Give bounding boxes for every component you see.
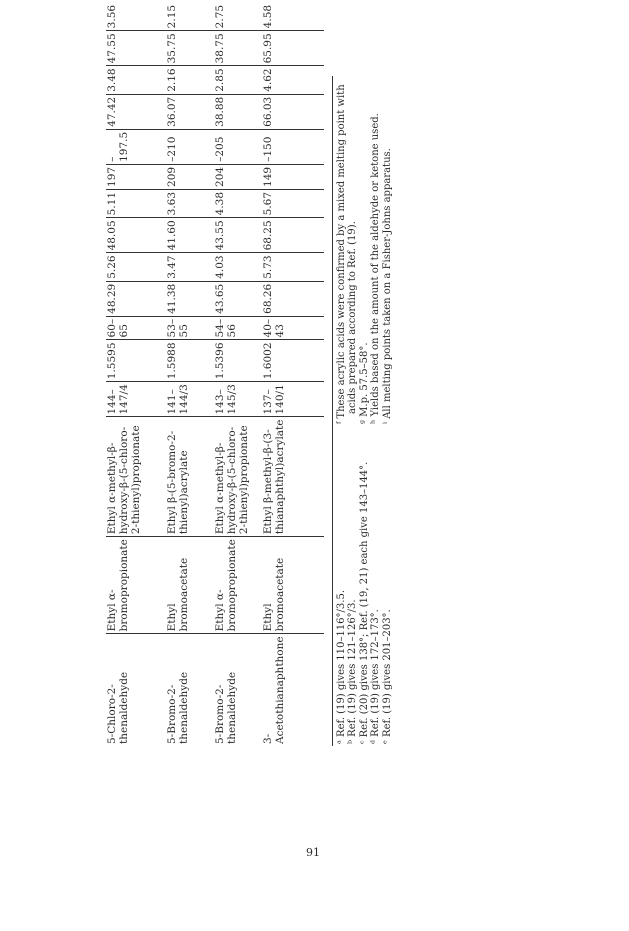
table-cell: 40–43: [262, 316, 324, 340]
table-cell: 149: [262, 164, 324, 189]
footnote-g: ᵍ M.p. 57.5–58°.: [358, 342, 370, 424]
table-cell: 47.42: [106, 94, 166, 129]
table-cell: –205: [214, 129, 262, 164]
table-cell: 36.07: [166, 94, 214, 129]
table-cell: 43.55: [214, 218, 262, 253]
table-cell: 47.55: [106, 31, 166, 66]
table-cell: 3.47: [166, 253, 214, 281]
footnote-f: ᶠ These acrylic acids were confirmed by a mixed melting point with: [336, 84, 347, 424]
table-cell: 5-Chloro-2-thenaldehyde: [106, 634, 166, 746]
table-cell: 65.95: [262, 31, 324, 66]
table-cell: 68.25: [262, 218, 324, 253]
table-cell: 3.48: [106, 66, 166, 94]
table-cell: 1.5396: [214, 340, 262, 382]
table-cell: 4.62: [262, 66, 324, 94]
table-cell: 3.56: [106, 4, 118, 29]
table-cell: 48.29: [106, 281, 166, 316]
table-cell: –150: [262, 129, 324, 164]
table-cell: Ethyl α-bromopropionate: [214, 537, 262, 634]
table-cell: 2.75: [214, 4, 226, 29]
footnote-a: ᵃ Ref. (19) gives 110–116°/3.5.: [336, 590, 347, 744]
table-cell: 1.6002: [262, 340, 324, 382]
table-cell: Ethyl α-bromopropionate: [106, 537, 166, 634]
table-cell: 60–65: [106, 316, 166, 340]
table-cell: 35.75: [166, 31, 214, 66]
table-cell: 141–144/3: [166, 382, 214, 417]
footnote-rule: [332, 76, 333, 746]
table-cell: 1.5595: [106, 340, 166, 382]
table-cell: Ethyl β-(5-bromo-2-thienyl)acrylate: [166, 417, 214, 537]
table-cell: –210: [166, 129, 214, 164]
footnote-i: ⁱ All melting points taken on a Fisher-Johns apparatus.: [381, 148, 393, 424]
table-cell: 144–147/4: [106, 382, 166, 417]
table-cell: 2.15: [166, 4, 178, 29]
table-cell: Ethyl bromoacetate: [262, 537, 324, 634]
table-cell: 4.03: [214, 253, 262, 281]
footnote-e: ᵉ Ref. (19) gives 201–203°.: [381, 609, 393, 744]
footnote-d: ᵈ Ref. (19) gives 172–173°.: [370, 609, 382, 744]
table-cell: 137–140/1: [262, 382, 324, 417]
table-cell: 204: [214, 164, 262, 189]
table-cell: 38.88: [214, 94, 262, 129]
table-cell: Ethyl α-methyl-β-hydroxy-β-(5-chloro-2-thienyl)propionate: [106, 417, 166, 537]
table-cell: 4.58: [262, 4, 274, 29]
table-cell: 5.73: [262, 253, 324, 281]
table-cell: 3.63: [166, 189, 214, 217]
data-table: [106, 3, 324, 746]
table-cell: 41.38: [166, 281, 214, 316]
table-cell: 5.26: [106, 253, 166, 281]
table-cell: 4.38: [214, 189, 262, 217]
table-cell: 66.03: [262, 94, 324, 129]
table-row: [106, 3, 166, 746]
footnotes-left: [336, 444, 393, 744]
table-cell: 143–145/3: [214, 382, 262, 417]
table-cell: Ethyl β-methyl-β-(3-thianaphthyl)acrylate: [262, 417, 324, 537]
table-cell: 197: [106, 164, 166, 189]
table-cell: 68.26: [262, 281, 324, 316]
table-cell: 5.67: [262, 189, 324, 217]
footnote-c: ᶜ Ref. (20) gives 138°; Ref. (19, 21) each give 143–144°.: [358, 461, 370, 744]
table-cell: Ethyl bromoacetate: [166, 537, 214, 634]
table-cell: 41.60: [166, 218, 214, 253]
table-row: [262, 3, 324, 746]
table-cell: 3-Acetothianaphthone: [262, 634, 324, 746]
table-cell: 2.16: [166, 66, 214, 94]
table-row: [166, 3, 214, 746]
table-row: [214, 3, 262, 746]
table-cell: 54–56: [214, 316, 262, 340]
table-cell: 5-Bromo-2-thenaldehyde: [166, 634, 214, 746]
table-cell: 48.05: [106, 218, 166, 253]
table-cell: 53–55: [166, 316, 214, 340]
table-cell: 2.85: [214, 66, 262, 94]
table-cell: –197.5: [106, 129, 166, 164]
table-cell: 209: [166, 164, 214, 189]
footnote-f-cont: acids prepared according to Ref. (19).: [347, 221, 359, 414]
footnote-h: ʰ Yields based on the amount of the aldehyde or ketone used.: [370, 113, 382, 424]
table-cell: 5.11: [106, 189, 166, 217]
table-cell: 43.65: [214, 281, 262, 316]
table-cell: 38.75: [214, 31, 262, 66]
table-cell: Ethyl α-methyl-β-hydroxy-β-(5-chloro-2-thienyl)propionate: [214, 417, 262, 537]
footnotes-right: [336, 84, 393, 424]
table-cell: 5-Bromo-2-thenaldehyde: [214, 634, 262, 746]
table-cell: 1.5988: [166, 340, 214, 382]
rotated-table-page: [106, 4, 466, 746]
footnote-b: ᵇ Ref. (19) gives 121–126°/3.: [347, 599, 359, 744]
page-number: 91: [306, 846, 320, 859]
